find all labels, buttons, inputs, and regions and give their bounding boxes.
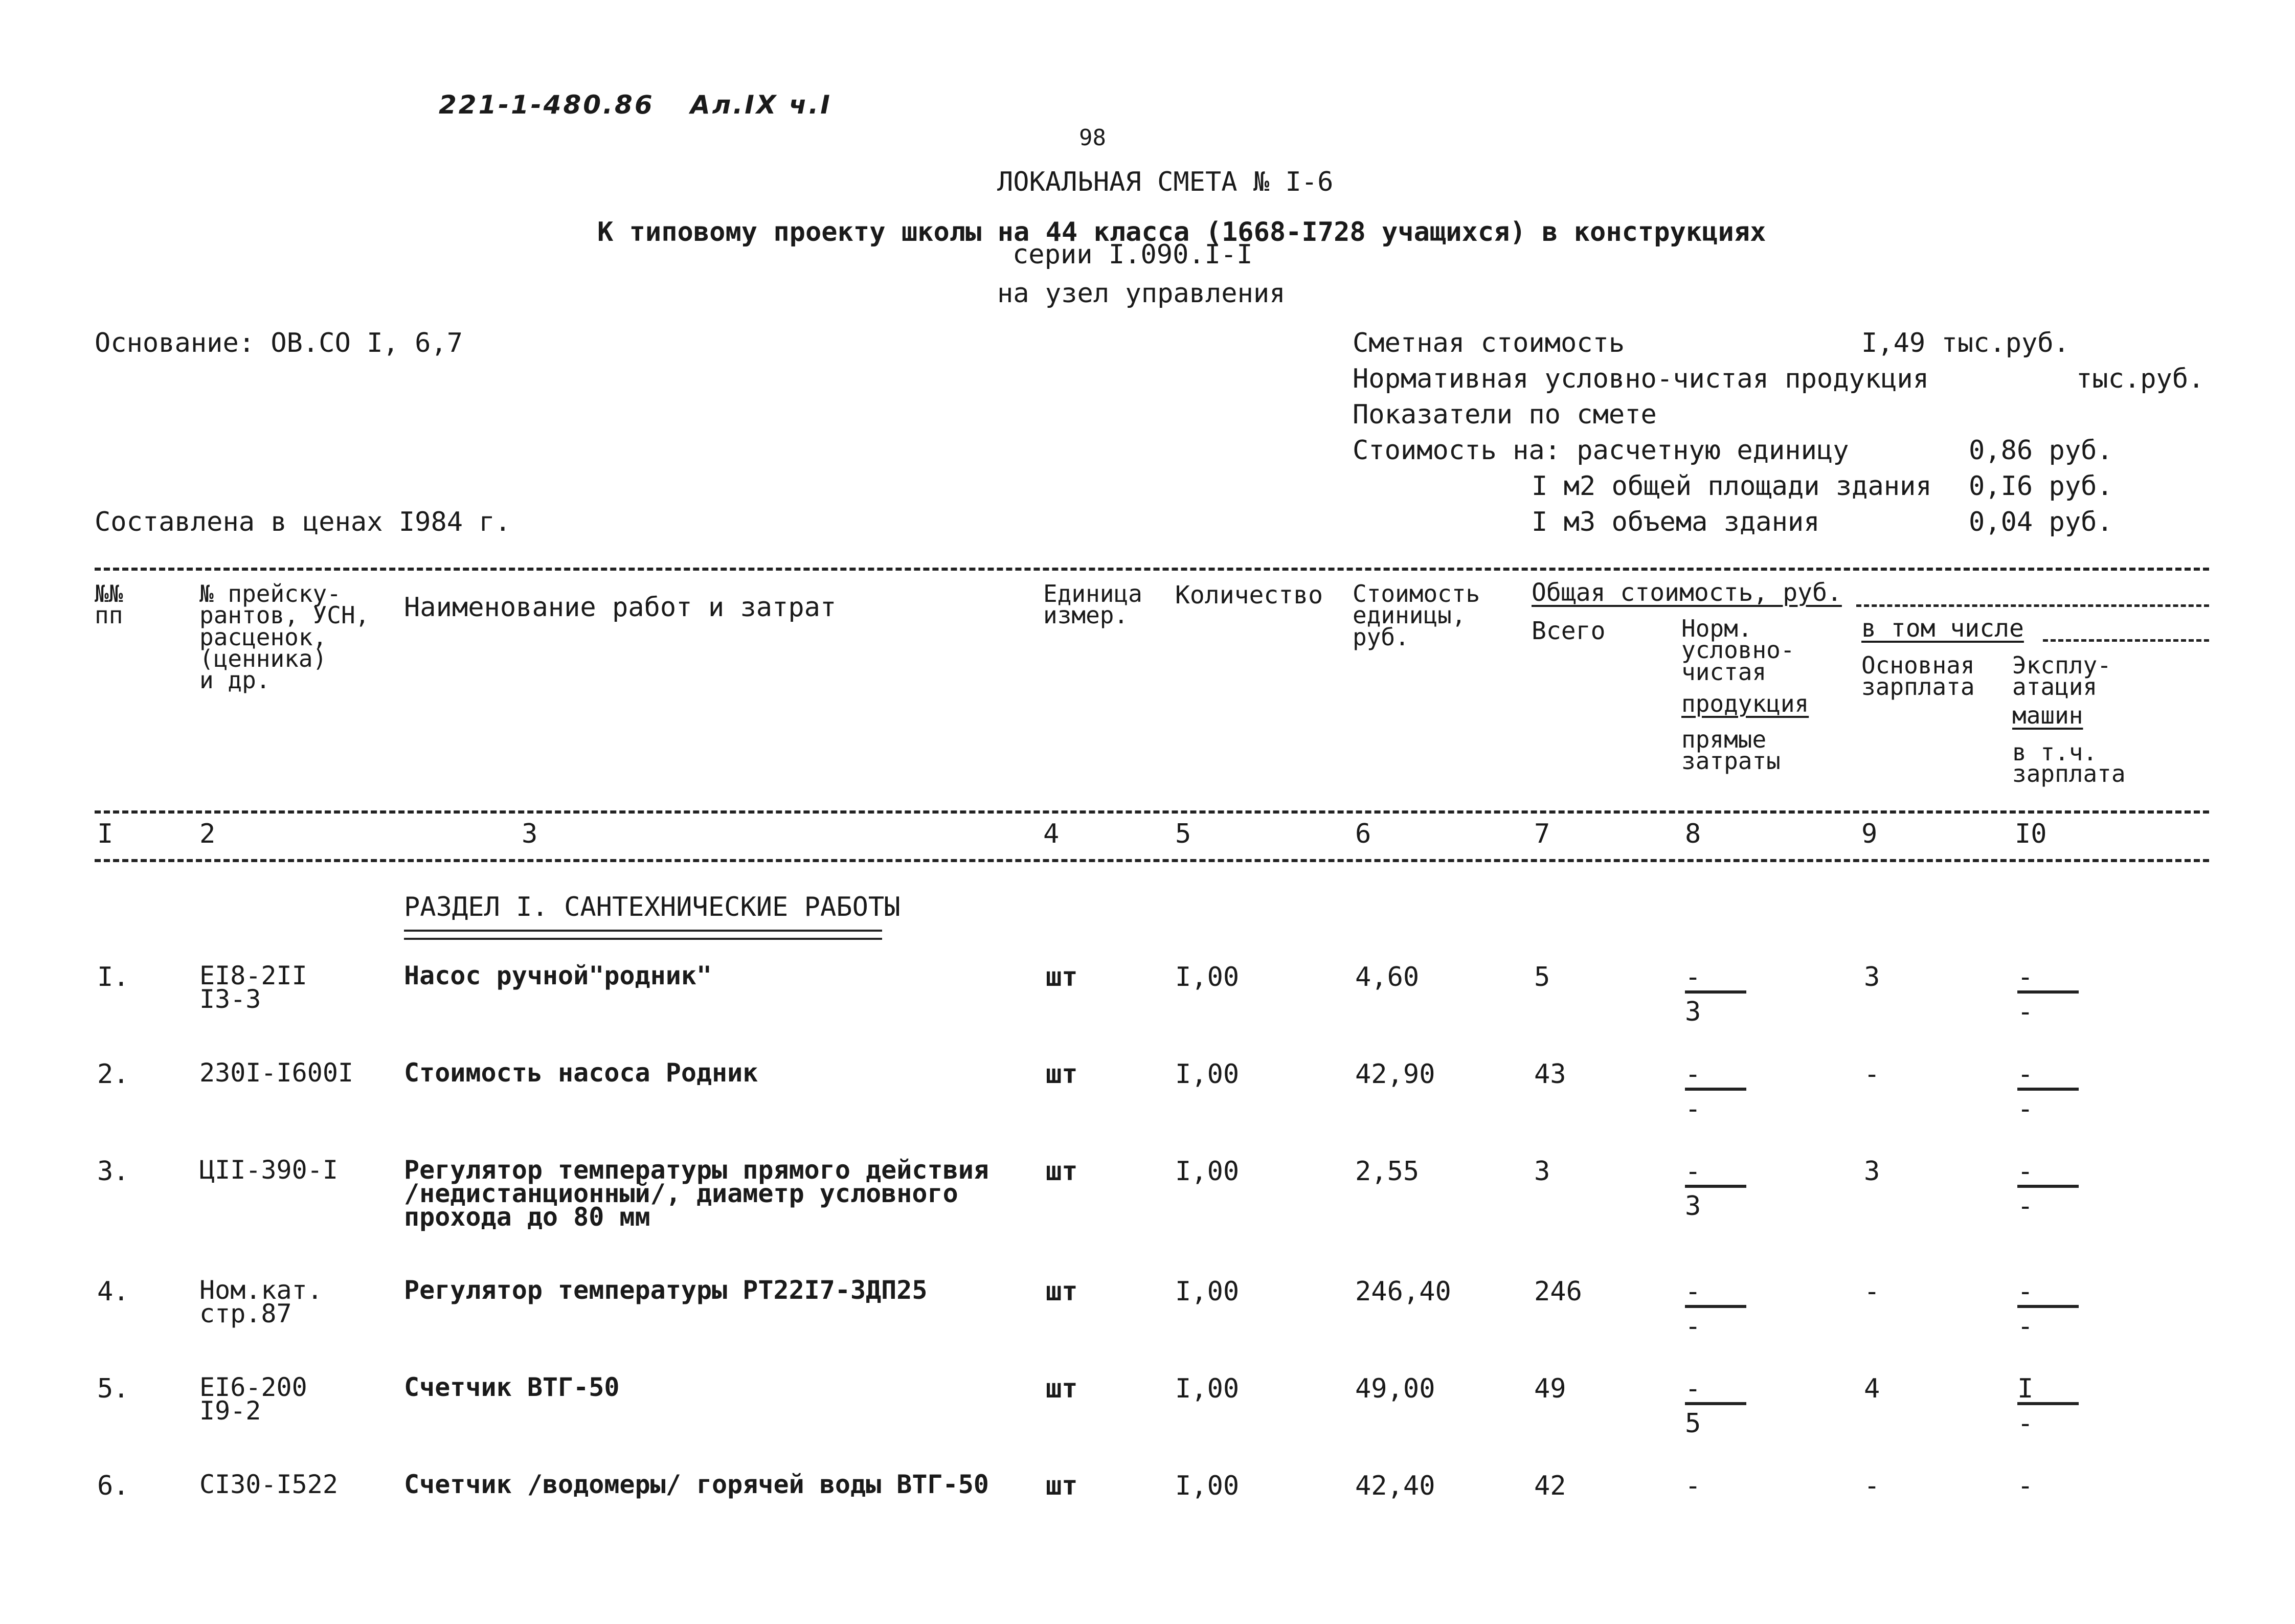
row-machines-top: -: [2017, 1471, 2034, 1501]
col-number-5: 5: [1175, 819, 1191, 849]
row-machines-bottom: -: [2017, 1191, 2034, 1222]
table-top-rule: [95, 568, 2209, 571]
row-number: 4.: [97, 1276, 129, 1307]
col-number-8: 8: [1685, 819, 1701, 849]
row-base-wage: -: [1864, 1276, 1880, 1307]
row-machines-top: -: [2017, 1156, 2034, 1187]
col-number-7: 7: [1534, 819, 1550, 849]
row-code: ЕI8-2II I3-3: [199, 961, 307, 1014]
page-number: 98: [1079, 125, 1106, 151]
col-header-pricelist: № прейску- рантов, УСН, расценок, (ценника) и др.: [199, 580, 370, 694]
row-norm-product-top: -: [1685, 1059, 1701, 1090]
per-m3-label: I м3 объема здания: [1532, 507, 1820, 537]
row-total: 5: [1534, 962, 1550, 993]
col-header-machines: Эксплу- атация: [2012, 651, 2111, 701]
row-norm-product-top: -: [1685, 962, 1701, 993]
col-header-incl-wage: в т.ч. зарплата: [2012, 738, 2126, 788]
row-machines-bottom: -: [2017, 1408, 2034, 1439]
col-header-machines-u: машин: [2012, 702, 2083, 729]
per-unit-label: Стоимость на: расчетную единицу: [1353, 435, 1849, 466]
row-quantity: I,00: [1175, 1471, 1240, 1501]
col-header-quantity: Количество: [1175, 581, 1323, 610]
row-base-wage: 3: [1864, 962, 1880, 993]
col-header-total-group: Общая стоимость, руб.: [1532, 578, 1842, 607]
subtitle-line-1: К типовому проекту школы на 44 класса (1668-I728 учащихся) в конструкциях: [597, 217, 1766, 247]
row-quantity: I,00: [1175, 1373, 1240, 1404]
row-base-wage: 4: [1864, 1373, 1880, 1404]
col-number-1: I: [97, 819, 114, 849]
row-machines-fraction-line: [2017, 1185, 2079, 1188]
document-code: 221-1-480.86: [439, 90, 655, 120]
normative-product-label: Нормативная условно-чистая продукция: [1353, 364, 1929, 394]
subtitle-line-3: на узел управления: [997, 278, 1286, 309]
row-norm-product-bottom: -: [1685, 1094, 1701, 1124]
row-unit: шт: [1046, 1059, 1078, 1090]
row-base-wage: -: [1864, 1471, 1880, 1501]
row-machines-bottom: -: [2017, 997, 2034, 1027]
col-number-4: 4: [1043, 819, 1060, 849]
row-unit: шт: [1046, 1156, 1078, 1187]
estimated-cost-label: Сметная стоимость: [1353, 328, 1625, 358]
row-machines-top: -: [2017, 962, 2034, 993]
row-number: 5.: [97, 1373, 129, 1404]
row-unit-price: 49,00: [1355, 1373, 1435, 1404]
row-quantity: I,00: [1175, 1059, 1240, 1090]
row-norm-product-top: -: [1685, 1373, 1701, 1404]
row-norm-product-bottom: 3: [1685, 1191, 1701, 1222]
row-norm-product-bottom: 3: [1685, 997, 1701, 1027]
row-norm-product-top: -: [1685, 1471, 1701, 1501]
row-work-name: Счетчик ВТГ-50: [404, 1372, 620, 1402]
indicators-label: Показатели по смете: [1353, 399, 1657, 430]
per-m3-value: 0,04 руб.: [1969, 507, 2113, 537]
row-code: ЦII-390-I: [199, 1155, 338, 1185]
row-norm-product-top: -: [1685, 1276, 1701, 1307]
per-m2-label: I м2 общей площади здания: [1532, 471, 1932, 502]
column-numbers-rule: [95, 859, 2209, 862]
row-total: 49: [1534, 1373, 1566, 1404]
row-quantity: I,00: [1175, 1156, 1240, 1187]
row-unit-price: 2,55: [1355, 1156, 1420, 1187]
row-total: 3: [1534, 1156, 1550, 1187]
row-quantity: I,00: [1175, 1276, 1240, 1307]
row-total: 42: [1534, 1471, 1566, 1501]
col-header-norm-product-u: продукция: [1681, 690, 1809, 717]
row-unit-price: 4,60: [1355, 962, 1420, 993]
row-norm-fraction-line: [1685, 1185, 1746, 1188]
row-quantity: I,00: [1175, 962, 1240, 993]
row-unit-price: 42,40: [1355, 1471, 1435, 1501]
row-number: 6.: [97, 1471, 129, 1501]
row-machines-fraction-line: [2017, 1088, 2079, 1091]
group-rule-incl: [2043, 639, 2209, 642]
row-norm-product-bottom: -: [1685, 1311, 1701, 1342]
col-header-name: Наименование работ и затрат: [404, 592, 837, 623]
row-machines-top: -: [2017, 1059, 2034, 1090]
row-machines-top: -: [2017, 1276, 2034, 1307]
col-header-unit-cost: Стоимость единицы, руб.: [1353, 580, 1480, 651]
row-norm-fraction-line: [1685, 990, 1746, 994]
row-machines-fraction-line: [2017, 990, 2079, 994]
row-code: ЕI6-200 I9-2: [199, 1372, 307, 1426]
col-header-norm-product: Норм. условно- чистая: [1681, 615, 1795, 686]
compiled-prices: Составлена в ценах I984 г.: [95, 507, 511, 537]
row-unit: шт: [1046, 1373, 1078, 1404]
header-bottom-rule: [95, 810, 2209, 814]
row-machines-top: I: [2017, 1373, 2034, 1404]
row-base-wage: 3: [1864, 1156, 1880, 1187]
row-base-wage: -: [1864, 1059, 1880, 1090]
row-work-name: Регулятор температуры прямого действия /недистанционный/, диаметр условного прохода до 80 мм: [404, 1155, 989, 1232]
row-unit: шт: [1046, 1276, 1078, 1307]
row-norm-fraction-line: [1685, 1402, 1746, 1405]
row-work-name: Насос ручной"родник": [404, 961, 712, 990]
group-rule-total: [1856, 604, 2209, 607]
row-work-name: Регулятор температуры РТ22I7-3ДП25: [404, 1275, 928, 1305]
row-machines-bottom: -: [2017, 1094, 2034, 1124]
col-header-incl-group: в том числе: [1861, 614, 2024, 643]
section-title: РАЗДЕЛ I. САНТЕХНИЧЕСКИЕ РАБОТЫ: [404, 892, 901, 922]
album-reference: Ал.IX ч.I: [690, 90, 832, 120]
row-number: 2.: [97, 1059, 129, 1090]
col-number-6: 6: [1355, 819, 1371, 849]
row-number: 3.: [97, 1156, 129, 1187]
row-number: I.: [97, 962, 129, 993]
row-unit-price: 246,40: [1355, 1276, 1451, 1307]
col-header-base-wage: Основная зарплата: [1861, 651, 1975, 701]
row-total: 246: [1534, 1276, 1582, 1307]
col-number-3: 3: [522, 819, 538, 849]
row-unit-price: 42,90: [1355, 1059, 1435, 1090]
col-header-direct-costs: прямые затраты: [1681, 726, 1781, 775]
subtitle-line-2: серии I.090.I-I: [1012, 239, 1253, 270]
col-header-total: Всего: [1532, 617, 1606, 645]
per-m2-value: 0,I6 руб.: [1969, 471, 2113, 502]
row-code: СI30-I522: [199, 1470, 338, 1499]
row-machines-fraction-line: [2017, 1305, 2079, 1308]
section-title-underline: [404, 930, 882, 940]
row-unit: шт: [1046, 962, 1078, 993]
col-header-number: №№ пп: [95, 580, 123, 629]
row-code: Ном.кат. стр.87: [199, 1275, 323, 1328]
row-machines-bottom: -: [2017, 1311, 2034, 1342]
col-number-2: 2: [199, 819, 216, 849]
col-header-unit: Единица измер.: [1043, 580, 1142, 629]
row-total: 43: [1534, 1059, 1566, 1090]
document-title: ЛОКАЛЬНАЯ СМЕТА № I-6: [997, 167, 1334, 197]
row-machines-fraction-line: [2017, 1402, 2079, 1405]
per-unit-value: 0,86 руб.: [1969, 435, 2113, 466]
row-work-name: Счетчик /водомеры/ горячей воды ВТГ-50: [404, 1470, 989, 1499]
row-norm-product-bottom: 5: [1685, 1408, 1701, 1439]
normative-product-value: тыс.руб.: [2076, 364, 2204, 394]
estimated-cost-value: I,49 тыс.руб.: [1861, 328, 2069, 358]
row-norm-fraction-line: [1685, 1088, 1746, 1091]
row-norm-product-top: -: [1685, 1156, 1701, 1187]
col-number-10: I0: [2015, 819, 2047, 849]
col-number-9: 9: [1861, 819, 1878, 849]
row-unit: шт: [1046, 1471, 1078, 1501]
row-norm-fraction-line: [1685, 1305, 1746, 1308]
row-code: 230I-I600I: [199, 1058, 354, 1088]
basis: Основание: ОВ.СО I, 6,7: [95, 328, 463, 358]
row-work-name: Стоимость насоса Родник: [404, 1058, 758, 1088]
